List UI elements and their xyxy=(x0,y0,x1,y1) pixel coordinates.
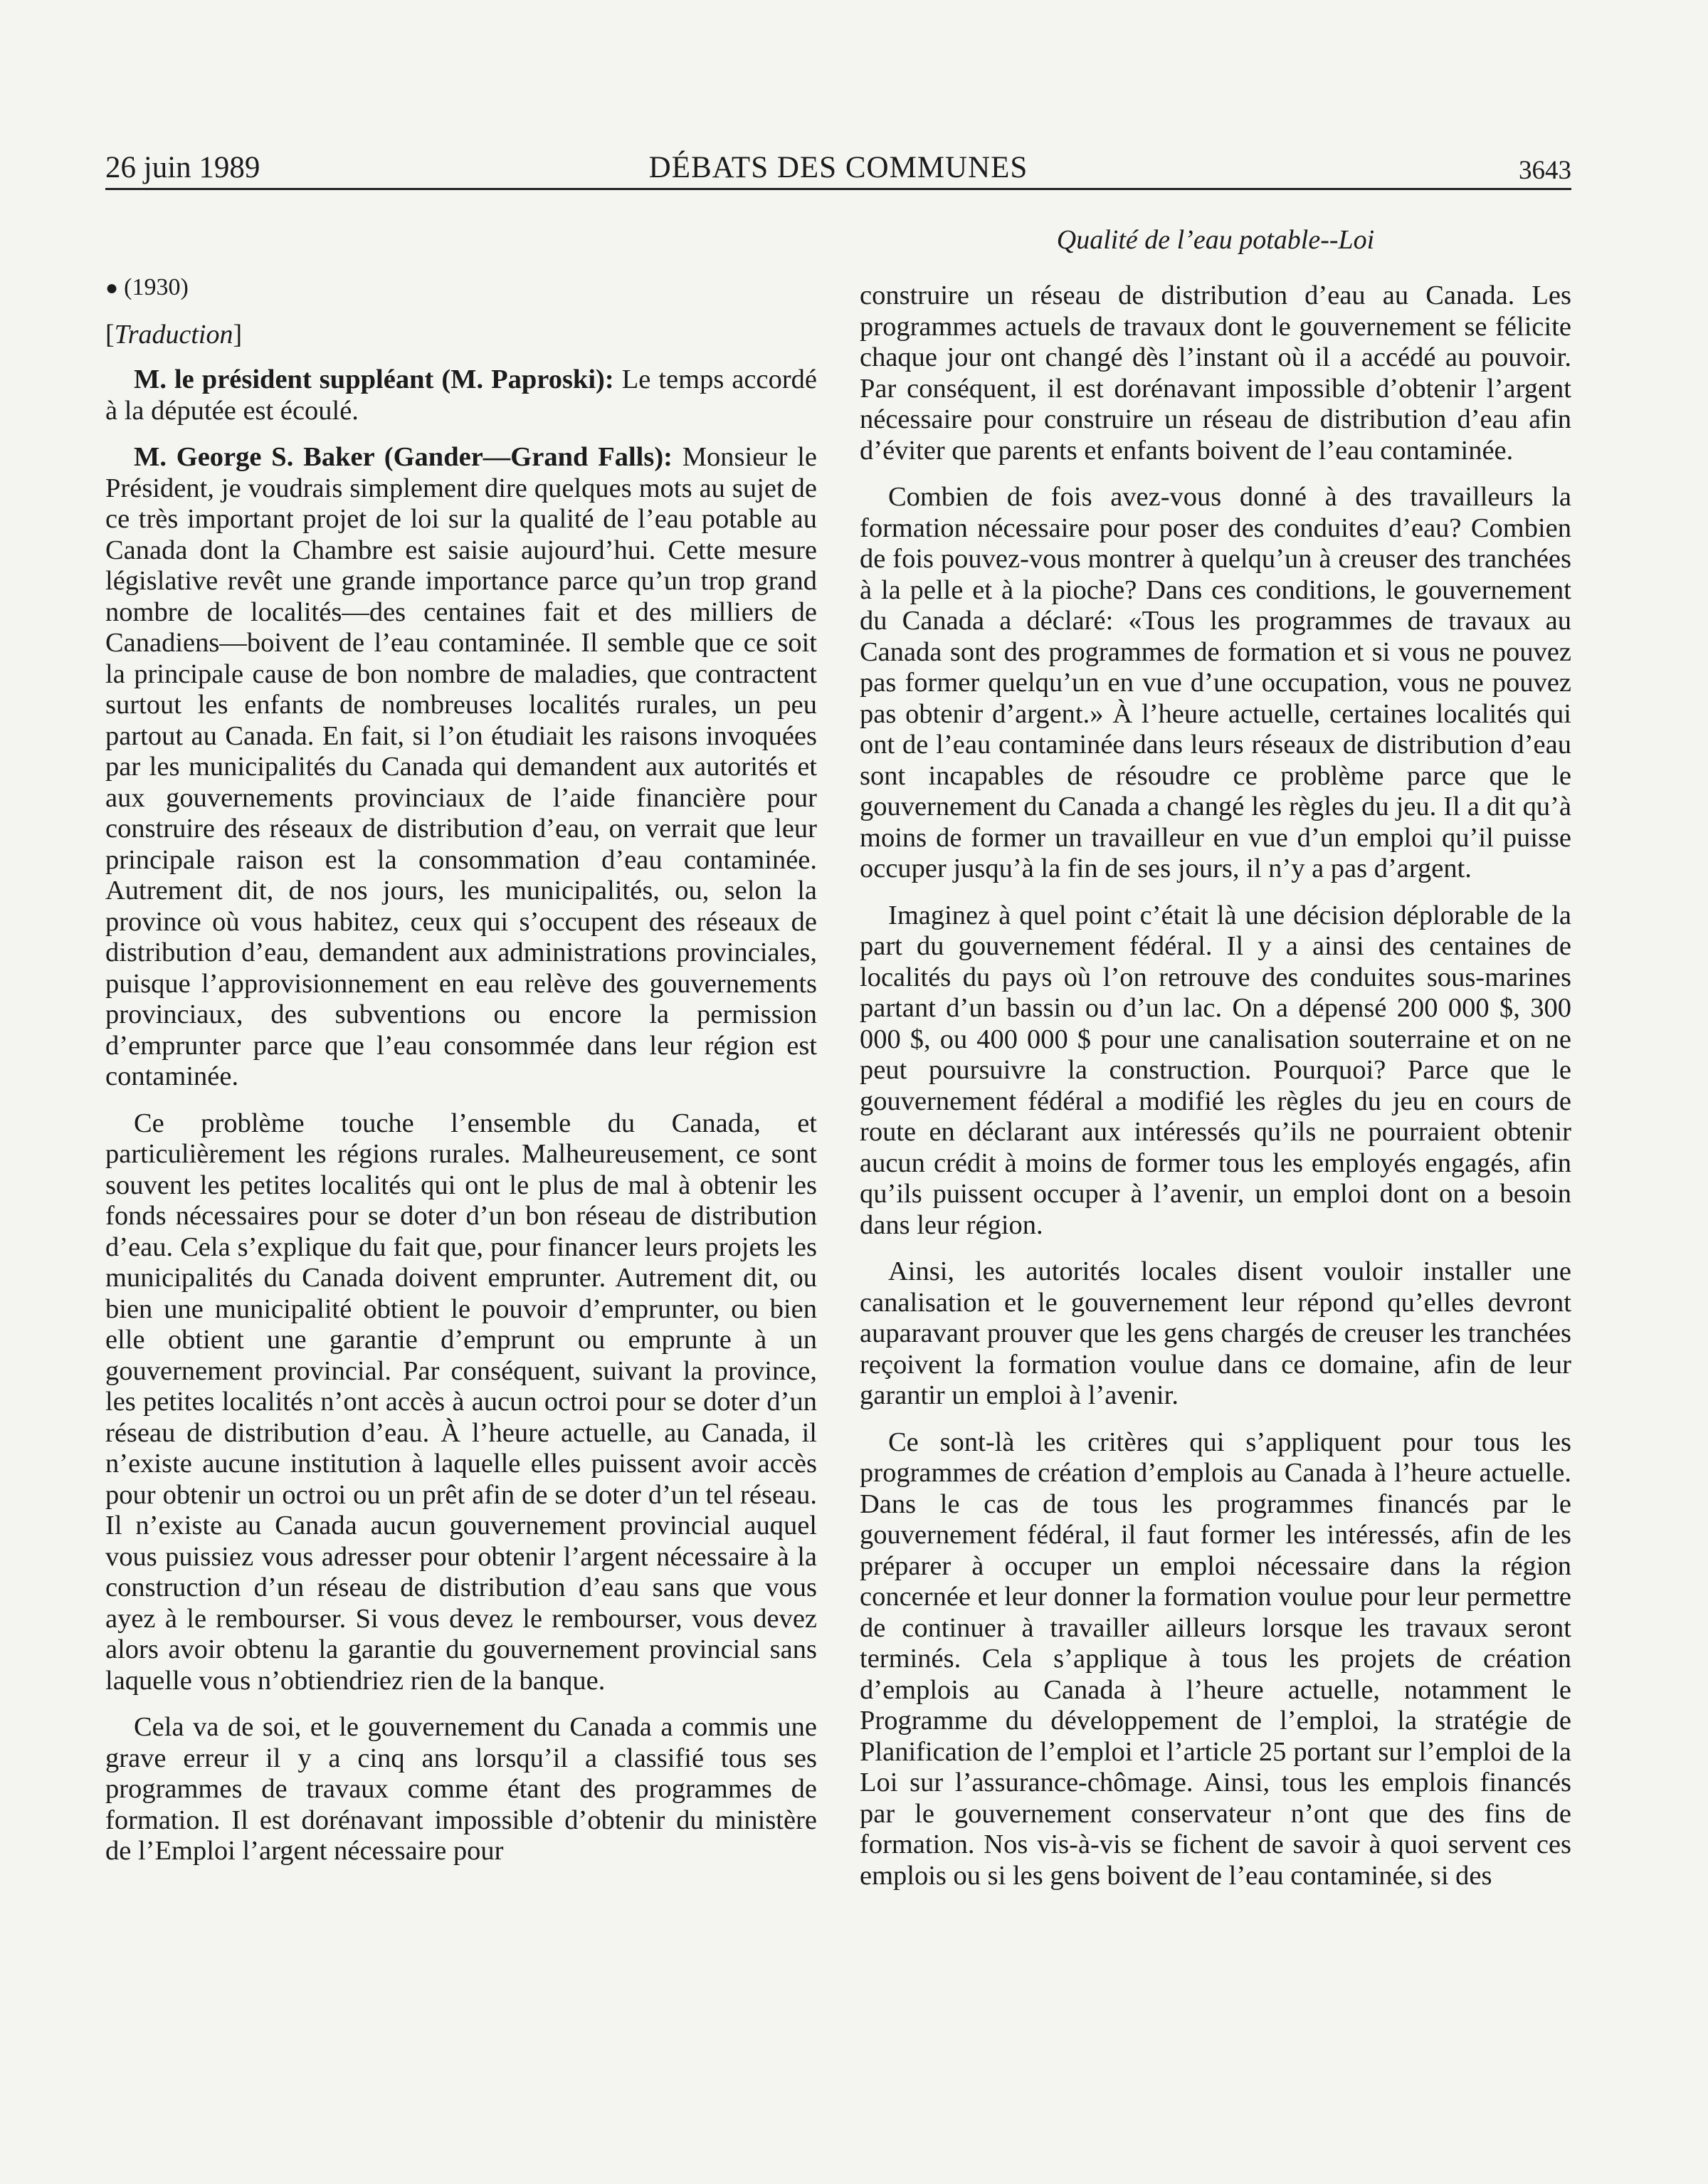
paragraph-text: Le temps accordé à la députée est écoulé. xyxy=(105,364,817,426)
time-marker xyxy=(105,272,817,304)
page-header xyxy=(105,147,1571,189)
paragraph-text: Combien de fois avez-vous donné à des travailleurs la formation nécessaire pour poser des conduites d’eau? Combien de fois pouvez-vous montrer à quelqu’un à creuser des tranchées à la pelle et à la pioche? Dans ces conditions, le gouvernement du Canada a déclaré: «Tous les programmes de travaux au Canada sont des programmes de formation et si vous ne pouvez pas former quelqu’un en vue d’une occupation, vous ne pouvez pas obtenir d’argent.» À l’heure actuelle, certaines localités qui ont de l’eau contaminée dans leurs réseaux de distribution d’eau sont incapables de résoudre ce problème parce que le gouvernement du Canada a changé les règles du jeu. Il a dit qu’à moins de former un travailleur en vue d’un emploi qu’il puisse occuper jusqu’à la fin de ses jours, il n’y a pas d’argent. xyxy=(860,482,1571,883)
running-head: Qualité de l’eau potable--Loi xyxy=(1056,225,1375,255)
right-column xyxy=(860,280,1571,1907)
page-number: 3643 xyxy=(1519,156,1571,185)
time-marker-text: (1930) xyxy=(124,274,189,300)
paragraph xyxy=(860,1256,1571,1412)
publication-title: DÉBATS DES COMMUNES xyxy=(648,151,1028,184)
paragraph xyxy=(105,364,817,426)
left-column xyxy=(105,272,817,1883)
paragraph-text: Ainsi, les autorités locales disent vouloir installer une canalisation et le gouvernement leur répond qu’elles devront auparavant prouver que les gens chargés de creuser les tranchées reçoivent la formation voulue dans ce domaine, afin de leur garantir un emploi à l’avenir. xyxy=(860,1256,1571,1410)
translation-note-text: Traduction xyxy=(114,319,233,350)
paragraph-text: Ce sont-là les critères qui s’appliquent pour tous les programmes de création d’emplois au Canada à l’heure actuelle. Dans le cas de tous les programmes financés par le gouvernement fédéral, il faut former les intéressés, afin de les préparer à occuper un emploi nécessaire dans la région concernée et leur donner la formation voulue pour leur permettre de continuer à travailler ailleurs lorsque les travaux seront terminés. Cela s’applique à tous les projets de création d’emplois au Canada à l’heure actuelle, notamment le Programme du développement de l’emploi, la stratégie de Planification de l’emploi et l’article 25 portant sur l’emploi de la Loi sur l’assurance-chômage. Ainsi, tous les emplois financés par le gouvernement conservateur n’ont que des fins de formation. Nos vis-à-vis se fichent de savoir à quoi servent ces emplois ou si les gens boivent de l’eau contaminée, si des xyxy=(860,1427,1571,1891)
paragraph xyxy=(860,901,1571,1241)
paragraph xyxy=(860,280,1571,466)
translation-note: [Traduction] xyxy=(105,319,243,350)
paragraph xyxy=(105,1108,817,1697)
paragraph xyxy=(105,442,817,1093)
header-date: 26 juin 1989 xyxy=(105,151,260,184)
paragraph-text: Ce problème touche l’ensemble du Canada, et particulièrement les régions rurales. Malheureusement, ce sont souvent les petites localités qui ont le plus de mal à obtenir les fonds nécessaires pour se doter d’un bon réseau de distribution d’eau. Cela s’explique du fait que, pour financer leurs projets les municipalités du Canada doivent emprunter. Autrement dit, ou bien une municipalité obtient le pouvoir d’emprunter, ou bien elle obtient une garantie d’emprunt ou emprunte à un gouvernement provincial. Par conséquent, suivant la province, les petites localités n’ont accès à aucun octroi pour se doter d’un réseau de distribution d’eau. À l’heure actuelle, au Canada, il n’existe aucune institution à laquelle elles puissent avoir accès pour obtenir un octroi ou un prêt afin de se doter d’un tel réseau. Il n’existe au Canada aucun gouvernement provincial auquel vous puissiez vous adresser pour obtenir l’argent nécessaire à la construction d’un réseau de distribution d’eau sans que vous ayez à le rembourser. Si vous devez le rembourser, vous devez alors avoir obtenu la garantie du gouvernement provincial sans laquelle vous n’obtiendriez rien de la banque. xyxy=(105,1108,817,1696)
header-rule xyxy=(105,188,1571,190)
paragraph xyxy=(105,1712,817,1867)
paragraph-text: Imaginez à quel point c’était là une décision déplorable de la part du gouvernement fédéral. Il y a ainsi des centaines de localités du pays où l’on retrouve des conduites sous-marines partant d’un bassin ou d’un lac. On a dépensé 200 000 $, 300 000 $, ou 400 000 $ pour une canalisation souterraine et on ne peut poursuivre la construction. Pourquoi? Parce que le gouvernement fédéral a modifié les règles du jeu en cours de route en déclarant aux intéressés qu’ils ne pourraient obtenir aucun crédit à moins de former tous les employés engagés, afin qu’ils puissent occuper à l’avenir, un emploi dont on a besoin dans leur région. xyxy=(860,900,1571,1240)
paragraph-text: construire un réseau de distribution d’eau au Canada. Les programmes actuels de travaux dont le gouvernement se félicite chaque jour ont changé dès l’instant où il a accédé au pouvoir. Par conséquent, il est dorénavant impossible d’obtenir l’argent nécessaire pour construire un réseau de distribution d’eau afin d’éviter que parents et enfants boivent de l’eau contaminée. xyxy=(860,280,1571,466)
speaker-name: M. le président suppléant (M. Paproski): xyxy=(134,364,614,394)
paragraph-text: Cela va de soi, et le gouvernement du Canada a commis une grave erreur il y a cinq ans lorsqu’il a classifié tous ses programmes de travaux comme étant des programmes de formation. Il est dorénavant impossible d’obtenir du ministère de l’Emploi l’argent nécessaire pour xyxy=(105,1712,817,1866)
bullet-icon: ● xyxy=(105,276,119,300)
paragraph xyxy=(860,1427,1571,1892)
speaker-name: M. George S. Baker (Gander—Grand Falls): xyxy=(134,442,673,472)
paragraph-text: Monsieur le Président, je voudrais simplement dire quelques mots au sujet de ce très important projet de loi sur la qualité de l’eau potable au Canada dont la Chambre est saisie aujourd’hui. Cette mesure législative revêt une grande importance parce qu’un trop grand nombre de localités—des centaines fait et des milliers de Canadiens—boivent de l’eau contaminée. Il semble que ce soit la principale cause de bon nombre de maladies, que contractent surtout les enfants de nombreuses localités rurales, un peu partout au Canada. En fait, si l’on étudiait les raisons invoquées par les municipalités du Canada qui demandent aux autorités et aux gouvernements provinciaux de l’aide financière pour construire des réseaux de distribution d’eau, on verrait que leur principale raison est la consommation d’eau contaminée. Autrement dit, de nos jours, les municipalités, ou, selon la province où vous habitez, ceux qui s’occupent des réseaux de distribution d’eau, demandent aux administrations provinciales, puisque l’approvisionnement en eau relève des gouvernements provinciaux, des subventions ou encore la permission d’emprunter parce que l’eau consommée dans leur région est contaminée. xyxy=(105,442,817,1091)
paragraph xyxy=(860,482,1571,885)
